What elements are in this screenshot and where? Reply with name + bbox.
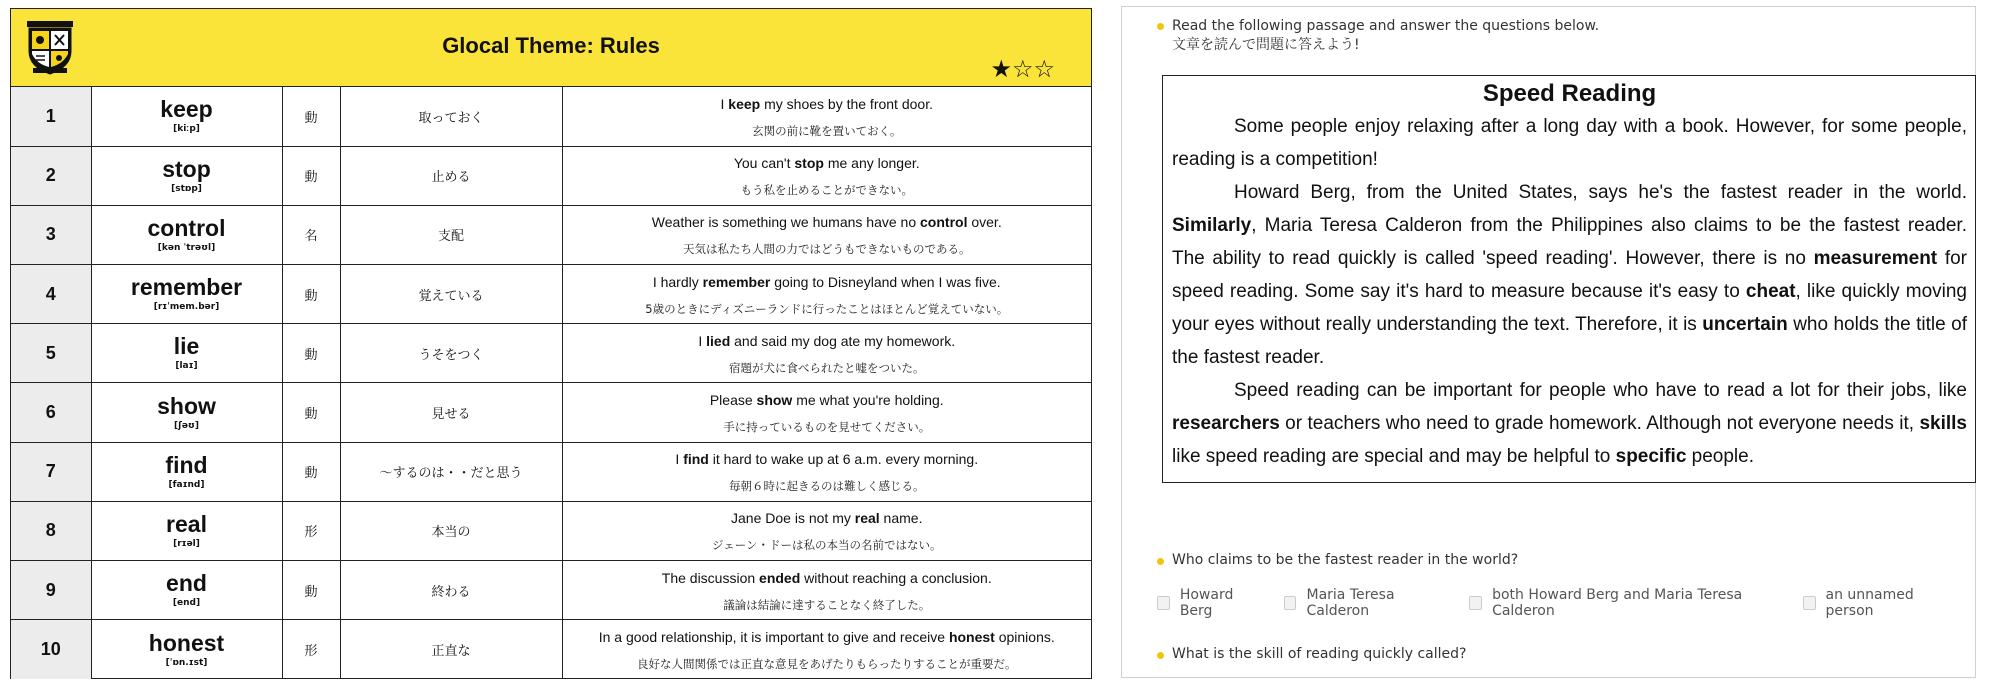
bullet-icon (1157, 558, 1164, 565)
checkbox[interactable] (1157, 596, 1170, 610)
vocab-title: Glocal Theme: Rules (442, 33, 660, 58)
part-of-speech: 動 (282, 87, 340, 146)
pronunciation: [laɪ] (175, 361, 198, 372)
vocab-row (11, 561, 1091, 620)
example-sentence: Weather is something we humans have no control over. (651, 214, 1002, 231)
part-of-speech: 動 (282, 383, 340, 442)
pronunciation: [end] (172, 598, 201, 609)
vocab-sheet (10, 8, 1092, 679)
question-1: Who claims to be the fastest reader in the world? (1172, 552, 1519, 568)
passage-title: Speed Reading (1482, 80, 1657, 107)
part-of-speech: 動 (282, 265, 340, 324)
word-cell (91, 324, 282, 383)
vocab-row (11, 205, 1091, 264)
example-sentence: In a good relationship, it is important to give and receive honest opinions. (598, 629, 1055, 646)
example-sentence: I lied and said my dog ate my homework. (698, 332, 956, 349)
row-number: 2 (11, 146, 91, 205)
option-both[interactable]: both Howard Berg and Maria Teresa Calderon (1469, 587, 1781, 619)
row-number: 9 (11, 561, 91, 620)
example-keyword: lied (706, 332, 731, 349)
word-cell (91, 501, 282, 560)
row-number: 8 (11, 501, 91, 560)
example-translation: ジェーン・ドーは私の本当の名前ではない。 (711, 538, 942, 553)
japanese-meaning: 支配 (340, 205, 562, 264)
part-of-speech: 動 (282, 146, 340, 205)
example-sentence: I keep my shoes by the front door. (720, 95, 933, 112)
option-howard-berg[interactable]: Howard Berg (1157, 587, 1262, 619)
japanese-meaning: 取っておく (340, 87, 562, 146)
example-sentence: You can't stop me any longer. (733, 155, 920, 172)
option-unnamed-person[interactable]: an unnamed person (1803, 587, 1953, 619)
vocab-word: keep (160, 96, 213, 123)
pronunciation: [rɪˈmem.bər] (153, 302, 220, 313)
word-cell (91, 146, 282, 205)
vocab-row (11, 383, 1091, 442)
option-maria-teresa-calderon[interactable]: Maria Teresa Calderon (1284, 587, 1448, 619)
pronunciation: [kən ˈtrəʊl] (157, 242, 216, 253)
example-cell (562, 383, 1091, 442)
word-cell (91, 383, 282, 442)
vocab-header (11, 9, 1091, 87)
checkbox[interactable] (1803, 596, 1816, 610)
word-cell (91, 87, 282, 146)
word-cell (91, 205, 282, 264)
bullet-icon (1157, 652, 1164, 659)
example-sentence: I find it hard to wake up at 6 a.m. every morning. (675, 451, 979, 468)
example-translation: 良好な人間関係では正直な意見をあげたりもらったりすることが重要だ。 (637, 657, 1017, 672)
instructions (1172, 17, 1599, 55)
row-number: 3 (11, 205, 91, 264)
example-translation: 5歳のときにディズニーランドに行ったことはほとんど覚えていない。 (645, 301, 1009, 316)
example-cell (562, 442, 1091, 501)
example-cell (562, 501, 1091, 560)
vocab-word: find (165, 451, 208, 478)
example-keyword: honest (948, 629, 995, 646)
vocab-word: stop (162, 155, 211, 182)
word-cell (91, 265, 282, 324)
japanese-meaning: 〜するのは・・だと思う (340, 442, 562, 501)
row-number: 7 (11, 442, 91, 501)
keyword: specific (1615, 446, 1687, 467)
row-number: 5 (11, 324, 91, 383)
example-keyword: show (756, 392, 793, 409)
part-of-speech: 名 (282, 205, 340, 264)
checkbox[interactable] (1469, 596, 1482, 610)
vocab-word: show (157, 392, 216, 419)
part-of-speech: 形 (282, 620, 340, 679)
vocab-table (11, 87, 1091, 679)
example-sentence: I hardly remember going to Disneyland when I was five. (652, 273, 1001, 290)
japanese-meaning: 見せる (340, 383, 562, 442)
pronunciation: [faɪnd] (168, 479, 205, 490)
example-cell (562, 146, 1091, 205)
pronunciation: [stɒp] (171, 183, 202, 194)
part-of-speech: 動 (282, 442, 340, 501)
example-cell (562, 561, 1091, 620)
row-number: 6 (11, 383, 91, 442)
keyword: cheat (1745, 281, 1796, 302)
example-translation: 宿題が犬に食べられたと嘘をついた。 (729, 360, 925, 375)
example-keyword: real (854, 510, 880, 527)
pronunciation: [rɪəl] (173, 538, 200, 549)
japanese-meaning: 覚えている (340, 265, 562, 324)
vocab-row (11, 442, 1091, 501)
vocab-word: remember (130, 274, 243, 301)
example-translation: 議論は結論に達することなく終了した。 (723, 597, 931, 612)
vocab-row (11, 501, 1091, 560)
example-keyword: remember (702, 273, 771, 290)
japanese-meaning: 止める (340, 146, 562, 205)
example-keyword: control (920, 214, 968, 231)
example-cell (562, 265, 1091, 324)
reading-panel (1121, 6, 1976, 678)
example-sentence: The discussion ended without reaching a conclusion. (661, 569, 992, 586)
instruction-ja: 文章を読んで問題に答えよう! (1172, 37, 1360, 53)
example-translation: 手に持っているものを見せてください。 (723, 420, 931, 435)
vocab-word: honest (148, 629, 225, 656)
keyword: researchers (1172, 413, 1280, 434)
keyword: Similarly (1172, 215, 1252, 236)
japanese-meaning: 正直な (340, 620, 562, 679)
instruction-en: Read the following passage and answer the questions below. (1172, 18, 1600, 34)
vocab-row (11, 324, 1091, 383)
part-of-speech: 形 (282, 501, 340, 560)
paragraph-2: Howard Berg, from the United States, says he's the fastest reader in the world. Similarly, Maria Teresa Calderon from the Philippines also claims to be the fastest reader. The ability to read quickly is called 'speed reading'. However, there is no measurement for speed reading. Some say it's hard to measure because it's easy to cheat, like quickly moving your eyes without really understanding the text. Therefore, it is uncertain who holds the title of the fastest reader. (1172, 182, 1967, 368)
example-translation: 天気は私たち人間の力ではどうもできないものである。 (683, 242, 971, 257)
example-keyword: keep (728, 95, 761, 112)
pronunciation: [ˈɒn.ɪst] (165, 657, 208, 668)
vocab-word: control (147, 214, 226, 241)
passage-box (1162, 75, 1976, 483)
example-keyword: stop (794, 155, 824, 172)
paragraph-1: Some people enjoy relaxing after a long day with a book. However, for some people, reading is a competition! (1172, 116, 1967, 170)
vocab-word: end (166, 570, 207, 597)
row-number: 1 (11, 87, 91, 146)
part-of-speech: 動 (282, 561, 340, 620)
example-translation: 玄関の前に靴を置いておく。 (752, 123, 902, 138)
example-cell (562, 205, 1091, 264)
vocab-row (11, 87, 1091, 146)
example-cell (562, 87, 1091, 146)
row-number: 10 (11, 620, 91, 679)
example-sentence: Please show me what you're holding. (709, 392, 944, 409)
example-sentence: Jane Doe is not my real name. (731, 510, 923, 527)
word-cell (91, 442, 282, 501)
vocab-word: lie (173, 333, 200, 360)
example-keyword: find (683, 451, 709, 468)
example-keyword: ended (759, 569, 801, 586)
word-cell (91, 561, 282, 620)
japanese-meaning: 終わる (340, 561, 562, 620)
example-translation: 毎朝６時に起きるのは難しく感じる。 (729, 479, 925, 494)
keyword: skills (1919, 413, 1967, 434)
paragraph-3: Speed reading can be important for people who have to read a lot for their jobs, like researchers or teachers who need to grade homework. Although not everyone needs it, skills like speed reading are special and may be helpful to specific people. (1172, 380, 1967, 467)
part-of-speech: 動 (282, 324, 340, 383)
vocab-row (11, 146, 1091, 205)
question-2: What is the skill of reading quickly called? (1172, 646, 1467, 662)
example-translation: もう私を止めることができない。 (740, 183, 913, 198)
question-1-options (1157, 587, 1975, 619)
row-number: 4 (11, 265, 91, 324)
difficulty-stars: ★☆☆ (990, 55, 1055, 83)
pronunciation: [ʃəʊ] (173, 420, 200, 431)
keyword: uncertain (1702, 314, 1788, 335)
example-cell (562, 620, 1091, 679)
checkbox[interactable] (1284, 596, 1297, 610)
vocab-row (11, 620, 1091, 679)
vocab-row (11, 265, 1091, 324)
bullet-icon (1157, 23, 1164, 30)
vocab-word: real (166, 510, 207, 537)
japanese-meaning: うそをつく (340, 324, 562, 383)
word-cell (91, 620, 282, 679)
pronunciation: [kiːp] (173, 124, 200, 135)
japanese-meaning: 本当の (340, 501, 562, 560)
keyword: measurement (1813, 248, 1938, 269)
example-cell (562, 324, 1091, 383)
